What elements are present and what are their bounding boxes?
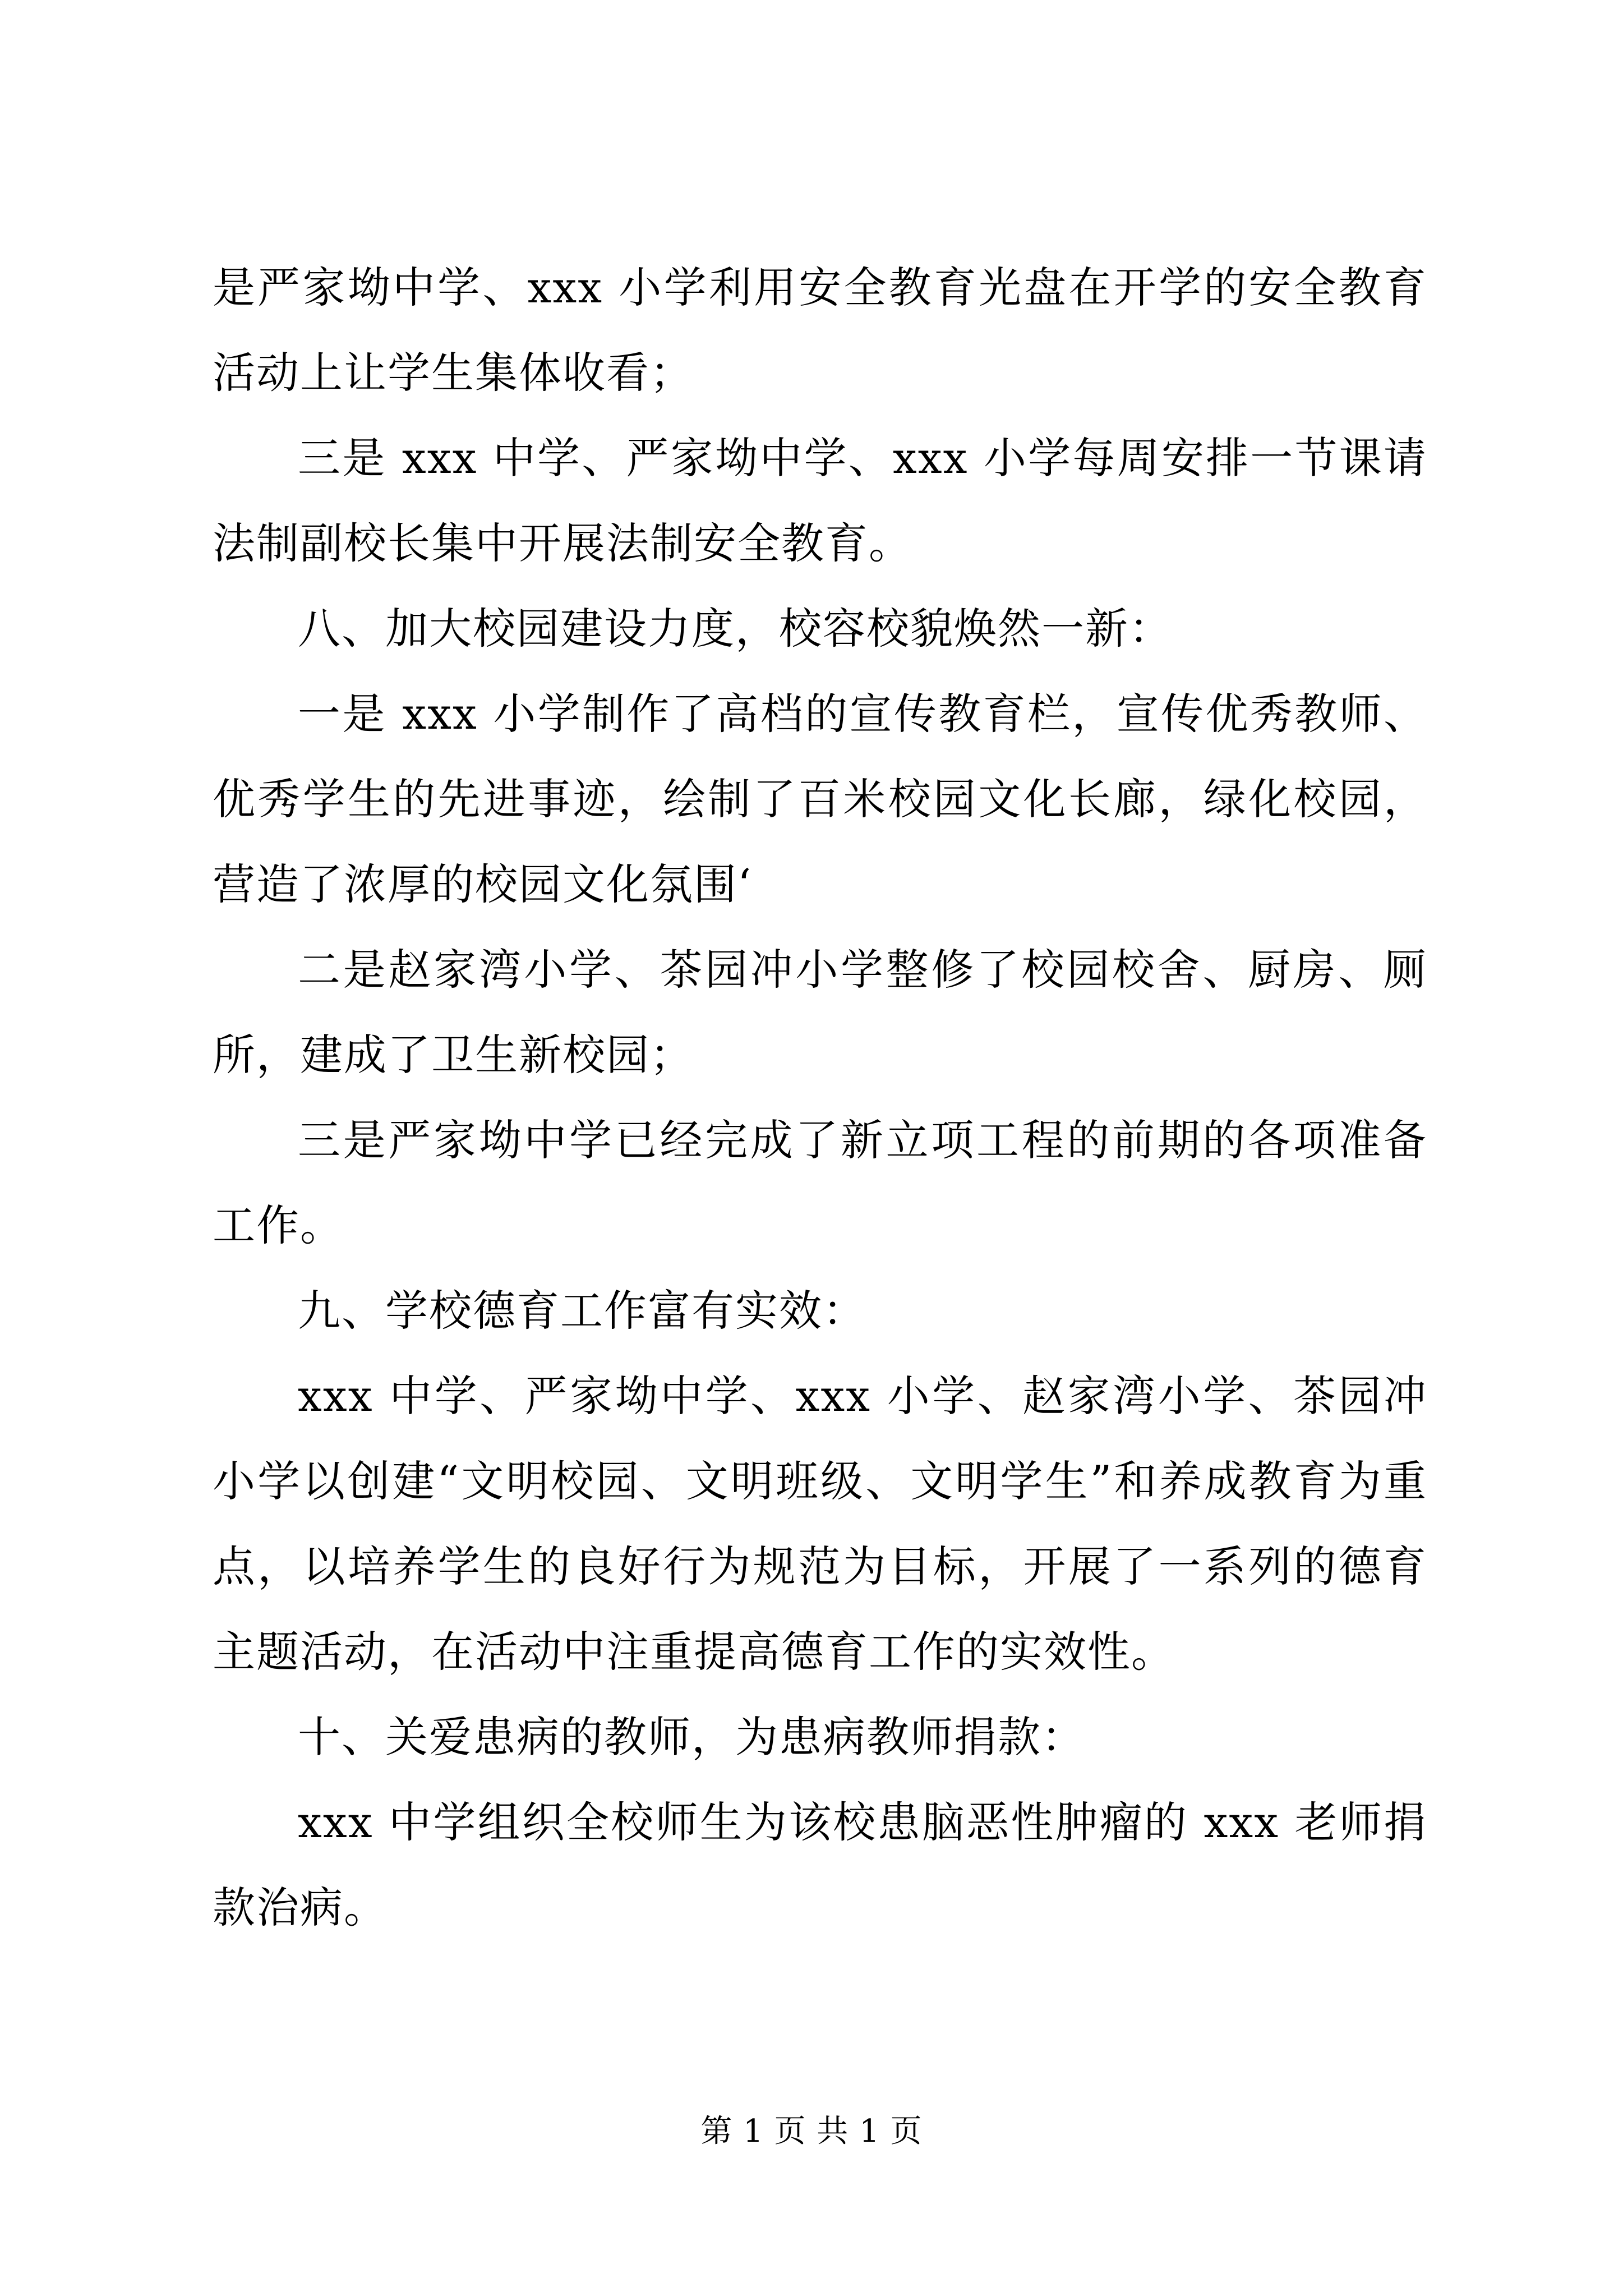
section-heading-8: 八、加大校园建设力度，校容校貌焕然一新： [298,604,1173,654]
section-heading-9: 九、学校德育工作富有实效： [298,1286,866,1336]
document-body [213,245,1427,1950]
paragraph-1: 是严家坳中学、xxx 小学利用安全教育光盘在开学的安全教育活动上让学生集体收看； [213,263,1427,398]
page-footer: 第 1 页 共 1 页 [700,2113,923,2150]
paragraph-5: 二是赵家湾小学、茶园冲小学整修了校园校舍、厨房、厕所，建成了卫生新校园； [213,945,1427,1080]
paragraph-10: xxx 中学组织全校师生为该校患脑恶性肿瘤的 xxx 老师捐款治病。 [213,1797,1427,1932]
paragraph-6: 三是严家坳中学已经完成了新立项工程的前期的各项准备工作。 [213,1115,1427,1250]
paragraph-8: xxx 中学、严家坳中学、xxx 小学、赵家湾小学、茶园冲小学以创建“文明校园、文明班级、文明学生”和养成教育为重点，以培养学生的良好行为规范为目标，开展了一系列的德育主题活动，在活动中注重提高德育工作的实效性。 [213,1371,1427,1677]
paragraph-2: 三是 xxx 中学、严家坳中学、xxx 小学每周安排一节课请法制副校长集中开展法制安全教育。 [213,433,1427,568]
section-heading-10: 十、关爱患病的教师，为患病教师捐款： [298,1712,1085,1762]
paragraph-4: 一是 xxx 小学制作了高档的宣传教育栏，宣传优秀教师、优秀学生的先进事迹，绘制了百米校园文化长廊，绿化校园，营造了浓厚的校园文化氛围‘ [213,689,1427,909]
